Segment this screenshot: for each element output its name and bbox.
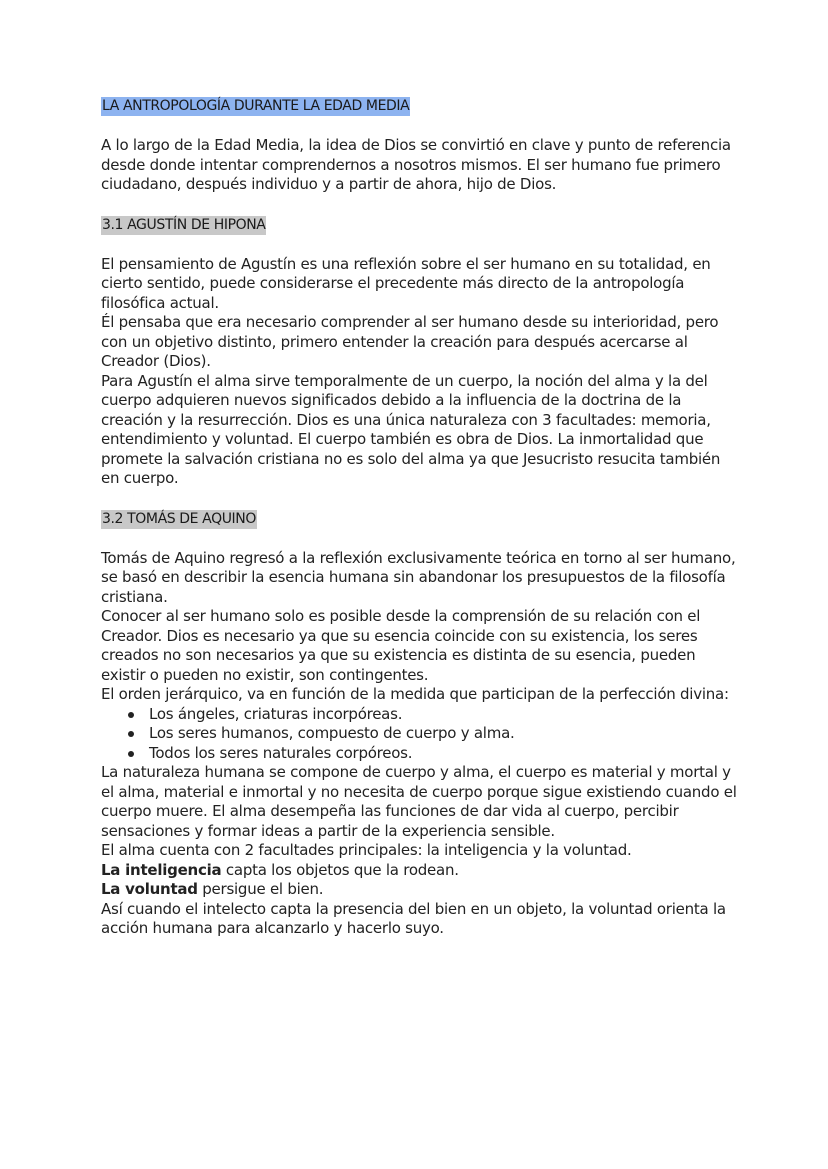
- tomas-paragraph-1: Tomás de Aquino regresó a la reflexión exclusivamente teórica en torno al ser humano, se basó en describir la esencia humana sin abandonar los presupuestos de la filosofía cristiana.: [101, 548, 736, 606]
- voluntad-definition: persigue el bien.: [197, 880, 324, 898]
- tomas-paragraph-8: Así cuando el intelecto capta la presencia del bien en un objeto, la voluntad orienta la acción humana para alcanzarlo y hacerlo suyo.: [101, 899, 726, 937]
- inteligencia-term: La inteligencia: [101, 860, 222, 879]
- document-page: [101, 96, 741, 939]
- section-heading-tomas: 3.2 TOMÁS DE AQUINO: [102, 510, 256, 527]
- hierarchy-list: [101, 705, 741, 764]
- tomas-paragraph-7: [101, 880, 741, 900]
- list-item: Los seres humanos, compuesto de cuerpo y alma.: [125, 724, 741, 744]
- voluntad-term: La voluntad: [101, 880, 198, 898]
- intro-paragraph: A lo largo de la Edad Media, la idea de Dios se convirtió en clave y punto de referencia desde donde intentar comprendernos a nosotros mismos. El ser humano fue primero ciudadano, después individuo y a partir de ahora, hijo de Dios.: [101, 136, 731, 193]
- tomas-paragraph-5: El alma cuenta con 2 facultades principales: la inteligencia y la voluntad.: [101, 841, 632, 859]
- inteligencia-definition: capta los objetos que la rodean.: [221, 860, 459, 879]
- tomas-paragraph-6: [101, 861, 741, 881]
- agustin-paragraph-2: Él pensaba que era necesario comprender al ser humano desde su interioridad, pero con un objetivo distinto, primero entender la creación para después acercarse al Creador (Dios).: [101, 313, 719, 370]
- tomas-paragraph-2: Conocer al ser humano solo es posible desde la comprensión de su relación con el Creador. Dios es necesario ya que su esencia coincide con su existencia, los seres creados no son necesarios ya que su existencia es distinta de su esencia, pueden existir o pueden no existir, son contingentes.: [101, 607, 701, 684]
- list-item: Todos los seres naturales corpóreos.: [125, 744, 741, 764]
- section-heading-agustin: 3.1 AGUSTÍN DE HIPONA: [102, 216, 266, 233]
- agustin-paragraph-1: El pensamiento de Agustín es una reflexión sobre el ser humano en su totalidad, en cierto sentido, puede considerarse el precedente más directo de la antropología filosófica actual.: [101, 254, 711, 312]
- list-item: Los ángeles, criaturas incorpóreas.: [125, 705, 741, 725]
- tomas-paragraph-3: El orden jerárquico, va en función de la medida que participan de la perfección divina:: [101, 685, 729, 703]
- tomas-paragraph-4: La naturaleza humana se compone de cuerpo y alma, el cuerpo es material y mortal y el alma, material e inmortal y no necesita de cuerpo porque sigue existiendo cuando el cuerpo muere. El alma desempeña las funciones de dar vida al cuerpo, percibir sensaciones y formar ideas a partir de la experiencia sensible.: [101, 763, 737, 840]
- page-title: LA ANTROPOLOGÍA DURANTE LA EDAD MEDIA: [102, 98, 410, 114]
- agustin-paragraph-3: Para Agustín el alma sirve temporalmente de un cuerpo, la noción del alma y la del cuerpo adquieren nuevos significados debido a la influencia de la doctrina de la creación y la resurrección. Dios es una única naturaleza con 3 facultades: memoria, entendimiento y voluntad. El cuerpo también es obra de Dios. La inmortalidad que promete la salvación cristiana no es solo del alma ya que Jesucristo resucita también en cuerpo.: [101, 371, 721, 487]
